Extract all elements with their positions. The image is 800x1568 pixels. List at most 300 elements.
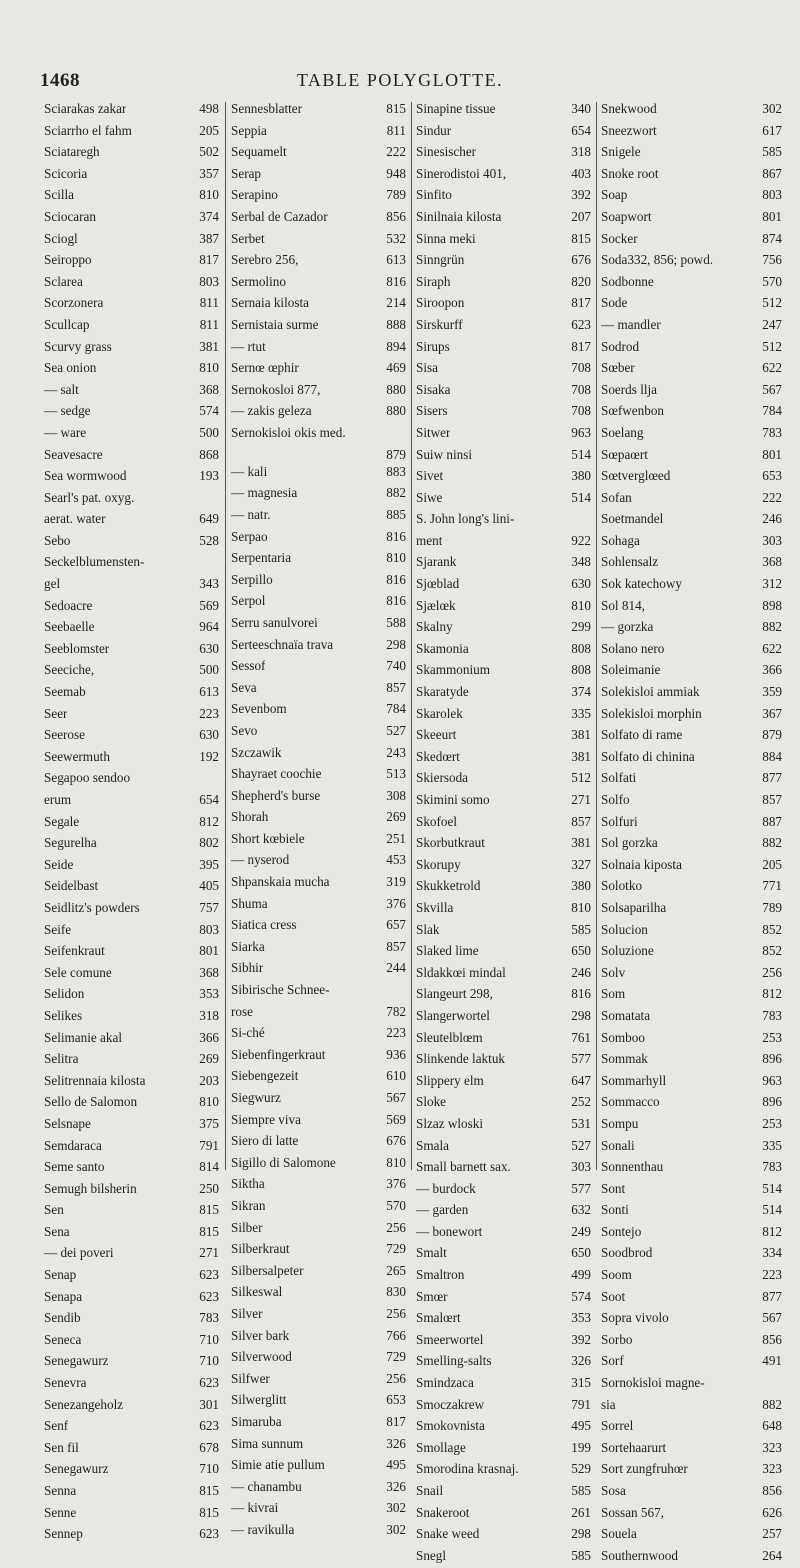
entry-term: Sommacco bbox=[601, 1094, 660, 1110]
entry-page-ref: 964 bbox=[199, 619, 219, 635]
entry-term: Skofoel bbox=[416, 813, 458, 829]
entry-term: Smalt bbox=[416, 1245, 447, 1261]
entry-page-ref: 513 bbox=[386, 766, 406, 782]
index-entry bbox=[601, 1482, 784, 1504]
index-entry bbox=[601, 381, 784, 403]
entry-page-ref: 585 bbox=[762, 144, 782, 160]
entry-term: Sibhir bbox=[231, 960, 264, 976]
index-entry bbox=[601, 1417, 784, 1439]
entry-term: — mandler bbox=[601, 316, 661, 332]
index-entry bbox=[601, 1007, 784, 1029]
entry-term: Sciarrho el fahm bbox=[44, 122, 132, 138]
index-entry bbox=[231, 143, 408, 165]
entry-page-ref: 299 bbox=[571, 619, 591, 635]
entry-term: Scorzonera bbox=[44, 295, 104, 311]
entry-term: Sossan 567, bbox=[601, 1504, 665, 1520]
index-entry bbox=[601, 769, 784, 791]
index-entry bbox=[44, 985, 221, 1007]
index-entry bbox=[44, 618, 221, 640]
index-entry bbox=[601, 942, 784, 964]
index-column-3 bbox=[416, 100, 593, 1563]
entry-term: Sernaia kilosta bbox=[231, 295, 310, 311]
entry-page-ref: 783 bbox=[199, 1310, 219, 1326]
entry-term: Siroopon bbox=[416, 295, 465, 311]
index-entry bbox=[44, 1158, 221, 1180]
entry-page-ref: 710 bbox=[199, 1461, 219, 1477]
entry-page-ref: 708 bbox=[571, 381, 591, 397]
entry-term: Sleutelblœm bbox=[416, 1029, 483, 1045]
entry-term: Seneca bbox=[44, 1331, 82, 1347]
entry-page-ref: 514 bbox=[762, 1202, 782, 1218]
entry-term: Sinesischer bbox=[416, 144, 477, 160]
entry-page-ref: 650 bbox=[571, 1245, 591, 1261]
entry-page-ref: 647 bbox=[571, 1072, 591, 1088]
index-entry bbox=[231, 1262, 408, 1284]
entry-term: Shayraet coochie bbox=[231, 766, 322, 782]
index-entry bbox=[416, 1417, 593, 1439]
entry-term: — gorzka bbox=[601, 619, 654, 635]
column-divider bbox=[596, 102, 597, 1170]
entry-page-ref: 567 bbox=[762, 381, 782, 397]
entry-page-ref: 820 bbox=[571, 273, 591, 289]
entry-term: Sofan bbox=[601, 489, 632, 505]
index-entry bbox=[601, 1504, 784, 1526]
index-entry bbox=[44, 402, 221, 424]
entry-term: Sermolino bbox=[231, 273, 286, 289]
index-entry bbox=[601, 661, 784, 683]
entry-term: Seide bbox=[44, 856, 74, 872]
index-entry bbox=[601, 122, 784, 144]
index-entry bbox=[416, 575, 593, 597]
entry-page-ref: 626 bbox=[762, 1504, 782, 1520]
entry-term: Silwerglitt bbox=[231, 1392, 287, 1408]
entry-page-ref: 810 bbox=[386, 550, 406, 566]
entry-term: — bonewort bbox=[416, 1223, 483, 1239]
entry-page-ref: 512 bbox=[762, 338, 782, 354]
index-entry bbox=[231, 1089, 408, 1111]
index-entry bbox=[601, 532, 784, 554]
index-entry bbox=[416, 467, 593, 489]
index-entry bbox=[44, 964, 221, 986]
entry-page-ref: 334 bbox=[762, 1245, 782, 1261]
entry-term: Smorodina krasnaj. bbox=[416, 1461, 519, 1477]
entry-term: Senf bbox=[44, 1418, 69, 1434]
index-entry bbox=[231, 1132, 408, 1154]
index-entry bbox=[416, 532, 593, 554]
entry-term: Silber bbox=[231, 1219, 263, 1235]
entry-term: Skimini somo bbox=[416, 792, 490, 807]
entry-term: Solucion bbox=[601, 921, 648, 937]
index-entry bbox=[231, 1478, 408, 1500]
entry-term: Sisaka bbox=[416, 381, 451, 397]
index-entry bbox=[44, 338, 221, 360]
index-entry bbox=[231, 981, 408, 1003]
entry-term: — kivrai bbox=[231, 1500, 279, 1516]
entry-page-ref: 335 bbox=[762, 1137, 782, 1153]
index-entry bbox=[231, 614, 408, 636]
entry-page-ref: 298 bbox=[571, 1526, 591, 1542]
index-entry bbox=[231, 1197, 408, 1219]
entry-page-ref: 500 bbox=[199, 662, 219, 678]
entry-term: Soerds llja bbox=[601, 381, 658, 397]
index-entry bbox=[231, 100, 408, 122]
entry-page-ref: 244 bbox=[386, 960, 406, 976]
entry-term: Solv bbox=[601, 964, 626, 980]
entry-page-ref: 302 bbox=[386, 1500, 406, 1516]
index-entry bbox=[231, 506, 408, 528]
entry-term: Solotko bbox=[601, 878, 643, 894]
entry-page-ref: 729 bbox=[386, 1349, 406, 1365]
entry-term: Sok katechowy bbox=[601, 576, 682, 592]
entry-term: Sciataregh bbox=[44, 144, 100, 160]
entry-page-ref: 630 bbox=[199, 727, 219, 743]
entry-term: Sennesblatter bbox=[231, 101, 303, 116]
index-entry bbox=[416, 553, 593, 575]
entry-term: Senegawurz bbox=[44, 1353, 109, 1369]
index-entry bbox=[416, 877, 593, 899]
entry-term: — natr. bbox=[231, 506, 271, 522]
entry-page-ref: 882 bbox=[386, 485, 406, 501]
entry-term: Suiw ninsi bbox=[416, 446, 473, 462]
index-entry bbox=[44, 186, 221, 208]
entry-page-ref: 766 bbox=[386, 1327, 406, 1343]
entry-page-ref: 623 bbox=[199, 1418, 219, 1434]
entry-term: Slak bbox=[416, 921, 440, 937]
index-entry bbox=[44, 1525, 221, 1547]
index-entry bbox=[231, 484, 408, 506]
entry-page-ref: 527 bbox=[571, 1137, 591, 1153]
entry-term: Senevra bbox=[44, 1375, 87, 1391]
index-entry bbox=[231, 381, 408, 403]
entry-term: Skeeurt bbox=[416, 727, 457, 743]
index-column-4 bbox=[601, 100, 784, 1563]
entry-page-ref: 948 bbox=[386, 165, 406, 181]
index-entry bbox=[231, 1111, 408, 1133]
entry-page-ref: 613 bbox=[199, 684, 219, 700]
index-entry bbox=[44, 813, 221, 835]
entry-page-ref: 253 bbox=[762, 1029, 782, 1045]
index-entry bbox=[231, 873, 408, 895]
entry-term: Seckelblumensten- bbox=[44, 554, 145, 570]
entry-term: — zakis geleza bbox=[231, 403, 312, 419]
entry-page-ref: 469 bbox=[386, 360, 406, 376]
entry-page-ref: 357 bbox=[199, 165, 219, 181]
index-entry bbox=[416, 921, 593, 943]
index-entry bbox=[231, 230, 408, 252]
index-entry bbox=[416, 402, 593, 424]
index-entry bbox=[601, 467, 784, 489]
entry-term: Serpao bbox=[231, 528, 268, 544]
entry-term: Scullcap bbox=[44, 316, 90, 332]
entry-term: Seebaelle bbox=[44, 619, 95, 635]
entry-term: Shpanskaia mucha bbox=[231, 874, 330, 890]
index-entry bbox=[231, 1240, 408, 1262]
entry-page-ref: 588 bbox=[386, 614, 406, 630]
index-entry bbox=[231, 1154, 408, 1176]
entry-term: Seppia bbox=[231, 122, 267, 138]
index-entry bbox=[44, 1460, 221, 1482]
entry-term: Soodbrod bbox=[601, 1245, 653, 1261]
entry-term: Siebengezeit bbox=[231, 1068, 299, 1084]
index-entry bbox=[416, 165, 593, 187]
entry-page-ref: 657 bbox=[386, 917, 406, 933]
entry-term: Soom bbox=[601, 1267, 632, 1283]
index-entry bbox=[601, 510, 784, 532]
entry-page-ref: 883 bbox=[386, 463, 406, 479]
entry-term: Soluzione bbox=[601, 943, 654, 959]
index-entry bbox=[601, 1180, 784, 1202]
entry-page-ref: 811 bbox=[199, 295, 219, 311]
index-entry bbox=[416, 813, 593, 835]
entry-term: Simaruba bbox=[231, 1413, 282, 1429]
entry-term: Seavesacre bbox=[44, 446, 103, 462]
entry-page-ref: 368 bbox=[199, 964, 219, 980]
entry-term: Siktha bbox=[231, 1176, 265, 1192]
index-entry bbox=[44, 705, 221, 727]
entry-term: Siatica cress bbox=[231, 917, 297, 933]
index-entry bbox=[231, 338, 408, 360]
index-entry bbox=[44, 856, 221, 878]
index-entry bbox=[416, 856, 593, 878]
entry-term: Sivet bbox=[416, 468, 444, 484]
entry-term: Sernokosloi 877, bbox=[231, 381, 321, 397]
entry-term: Senna bbox=[44, 1483, 77, 1498]
index-entry bbox=[231, 1327, 408, 1349]
index-entry bbox=[601, 294, 784, 316]
entry-term: Solfato di chinina bbox=[601, 748, 695, 764]
index-entry bbox=[601, 1115, 784, 1137]
entry-page-ref: 810 bbox=[199, 1094, 219, 1110]
entry-term: Sohaga bbox=[601, 532, 640, 548]
index-entry bbox=[601, 208, 784, 230]
entry-page-ref: 816 bbox=[386, 273, 406, 289]
entry-page-ref: 817 bbox=[571, 295, 591, 311]
entry-page-ref: 816 bbox=[386, 593, 406, 609]
entry-page-ref: 856 bbox=[762, 1331, 782, 1347]
entry-page-ref: 308 bbox=[386, 787, 406, 803]
index-entry bbox=[231, 1067, 408, 1089]
index-entry bbox=[44, 294, 221, 316]
index-entry bbox=[416, 1309, 593, 1331]
index-entry bbox=[231, 592, 408, 614]
index-entry bbox=[416, 640, 593, 662]
index-entry bbox=[231, 636, 408, 658]
entry-page-ref: 622 bbox=[762, 360, 782, 376]
entry-term: Searl's pat. oxyg. bbox=[44, 489, 135, 505]
entry-term: Sen fil bbox=[44, 1439, 79, 1455]
index-entry bbox=[601, 597, 784, 619]
entry-term: Smelling-salts bbox=[416, 1353, 492, 1369]
entry-term: — nyserod bbox=[231, 852, 290, 868]
entry-term: Sommarhyll bbox=[601, 1072, 667, 1088]
index-entry bbox=[231, 165, 408, 187]
index-entry bbox=[231, 424, 408, 446]
index-entry bbox=[601, 1396, 784, 1418]
entry-term: — rtut bbox=[231, 338, 266, 354]
index-entry bbox=[601, 899, 784, 921]
entry-term: Scicoria bbox=[44, 165, 88, 181]
index-entry bbox=[416, 726, 593, 748]
index-entry bbox=[416, 834, 593, 856]
entry-term: Sirups bbox=[416, 338, 450, 354]
entry-term: Sol gorzka bbox=[601, 835, 658, 851]
index-entry bbox=[416, 1115, 593, 1137]
entry-page-ref: 376 bbox=[386, 895, 406, 911]
entry-page-ref: 319 bbox=[386, 874, 406, 890]
entry-page-ref: 857 bbox=[762, 792, 782, 807]
entry-page-ref: 527 bbox=[386, 722, 406, 738]
index-columns bbox=[44, 100, 782, 1563]
entry-term: Smœr bbox=[416, 1288, 448, 1304]
entry-term: Sevenbom bbox=[231, 701, 287, 717]
entry-term: Skorupy bbox=[416, 856, 461, 872]
index-entry bbox=[416, 1180, 593, 1202]
index-entry bbox=[416, 1137, 593, 1159]
entry-term: — burdock bbox=[416, 1180, 476, 1196]
entry-page-ref: 502 bbox=[199, 144, 219, 160]
entry-term: Snoke root bbox=[601, 165, 659, 181]
entry-term: Scilla bbox=[44, 187, 75, 203]
index-entry bbox=[416, 1266, 593, 1288]
entry-term: Sol 814, bbox=[601, 597, 645, 613]
index-entry bbox=[601, 186, 784, 208]
index-entry bbox=[416, 1482, 593, 1504]
entry-page-ref: 327 bbox=[571, 856, 591, 872]
entry-term: Som bbox=[601, 986, 626, 1002]
index-entry bbox=[601, 1331, 784, 1353]
entry-term: Skalny bbox=[416, 619, 453, 635]
index-entry bbox=[44, 1072, 221, 1094]
entry-term: Solfato di rame bbox=[601, 727, 683, 743]
index-entry bbox=[416, 446, 593, 468]
entry-page-ref: 708 bbox=[571, 403, 591, 419]
entry-page-ref: 810 bbox=[199, 360, 219, 376]
index-entry bbox=[231, 251, 408, 273]
index-entry bbox=[231, 1391, 408, 1413]
index-entry bbox=[231, 1046, 408, 1068]
entry-page-ref: 376 bbox=[386, 1176, 406, 1192]
index-entry bbox=[601, 1158, 784, 1180]
index-entry bbox=[231, 186, 408, 208]
entry-page-ref: 532 bbox=[386, 230, 406, 246]
index-entry bbox=[601, 877, 784, 899]
index-entry bbox=[416, 316, 593, 338]
entry-page-ref: 340 bbox=[571, 101, 591, 116]
entry-page-ref: 623 bbox=[199, 1288, 219, 1304]
entry-page-ref: 610 bbox=[386, 1068, 406, 1084]
index-entry bbox=[44, 899, 221, 921]
entry-page-ref: 205 bbox=[762, 856, 782, 872]
entry-term: — dei poveri bbox=[44, 1245, 114, 1261]
entry-page-ref: 570 bbox=[762, 273, 782, 289]
entry-term: Sœtverglœed bbox=[601, 468, 671, 484]
entry-term: Smala bbox=[416, 1137, 449, 1153]
index-entry bbox=[44, 877, 221, 899]
entry-term: Sirskurff bbox=[416, 316, 463, 332]
index-entry bbox=[231, 446, 408, 463]
index-entry bbox=[416, 1460, 593, 1482]
entry-page-ref: 801 bbox=[199, 943, 219, 959]
index-entry bbox=[601, 165, 784, 187]
entry-page-ref: 816 bbox=[386, 571, 406, 587]
index-entry bbox=[601, 813, 784, 835]
index-entry bbox=[601, 251, 784, 273]
entry-term: rose bbox=[231, 1003, 253, 1019]
entry-term: Seife bbox=[44, 921, 72, 937]
index-entry bbox=[44, 100, 221, 122]
entry-term: Sinilnaia kilosta bbox=[416, 208, 502, 224]
entry-term: sia bbox=[601, 1396, 616, 1412]
entry-term: Smaltron bbox=[416, 1267, 465, 1283]
entry-term: Sopra vivolo bbox=[601, 1310, 669, 1326]
entry-term: Sciarakas zakar bbox=[44, 101, 127, 116]
index-entry bbox=[416, 424, 593, 446]
entry-term: Sontejo bbox=[601, 1223, 642, 1239]
entry-term: Seerose bbox=[44, 727, 86, 743]
entry-term: — kali bbox=[231, 463, 268, 479]
entry-term: Snegl bbox=[416, 1547, 447, 1563]
index-entry bbox=[601, 230, 784, 252]
index-entry bbox=[601, 1288, 784, 1310]
index-entry bbox=[44, 532, 221, 554]
entry-page-ref: 857 bbox=[571, 813, 591, 829]
entry-term: Slippery elm bbox=[416, 1072, 484, 1088]
entry-page-ref: 623 bbox=[199, 1267, 219, 1283]
entry-page-ref: 315 bbox=[571, 1375, 591, 1391]
entry-term: Sinerodistoi 401, bbox=[416, 165, 507, 181]
entry-term: Smalœrt bbox=[416, 1310, 461, 1326]
entry-page-ref: 381 bbox=[571, 748, 591, 764]
index-entry bbox=[231, 208, 408, 230]
entry-page-ref: 817 bbox=[571, 338, 591, 354]
entry-page-ref: 203 bbox=[199, 1072, 219, 1088]
index-entry bbox=[416, 964, 593, 986]
index-entry bbox=[231, 744, 408, 766]
entry-term: Silbersalpeter bbox=[231, 1262, 304, 1278]
entry-term: Semugh bilsherin bbox=[44, 1180, 137, 1196]
index-entry bbox=[416, 381, 593, 403]
entry-page-ref: 630 bbox=[571, 576, 591, 592]
index-entry bbox=[44, 359, 221, 381]
entry-page-ref: 199 bbox=[571, 1439, 591, 1455]
entry-page-ref: 803 bbox=[199, 273, 219, 289]
entry-term: Sœber bbox=[601, 360, 635, 376]
entry-page-ref: 815 bbox=[199, 1223, 219, 1239]
entry-page-ref: 223 bbox=[386, 1025, 406, 1041]
entry-page-ref: 810 bbox=[199, 187, 219, 203]
entry-term: Skedœrt bbox=[416, 748, 460, 764]
index-entry bbox=[44, 921, 221, 943]
index-entry bbox=[231, 1499, 408, 1521]
entry-term: Soetmandel bbox=[601, 511, 664, 527]
index-entry bbox=[231, 916, 408, 938]
index-entry bbox=[416, 661, 593, 683]
index-entry bbox=[416, 1223, 593, 1245]
entry-page-ref: 815 bbox=[199, 1504, 219, 1520]
entry-term: Sloke bbox=[416, 1094, 447, 1110]
index-entry bbox=[416, 251, 593, 273]
index-entry bbox=[416, 1093, 593, 1115]
index-entry bbox=[416, 1374, 593, 1396]
entry-page-ref: 303 bbox=[762, 532, 782, 548]
entry-page-ref: 803 bbox=[762, 187, 782, 203]
entry-page-ref: 569 bbox=[199, 597, 219, 613]
entry-page-ref: 512 bbox=[571, 770, 591, 786]
entry-term: Skamonia bbox=[416, 640, 469, 656]
entry-page-ref: 789 bbox=[762, 899, 782, 915]
index-entry bbox=[416, 1439, 593, 1461]
entry-page-ref: 815 bbox=[199, 1483, 219, 1498]
